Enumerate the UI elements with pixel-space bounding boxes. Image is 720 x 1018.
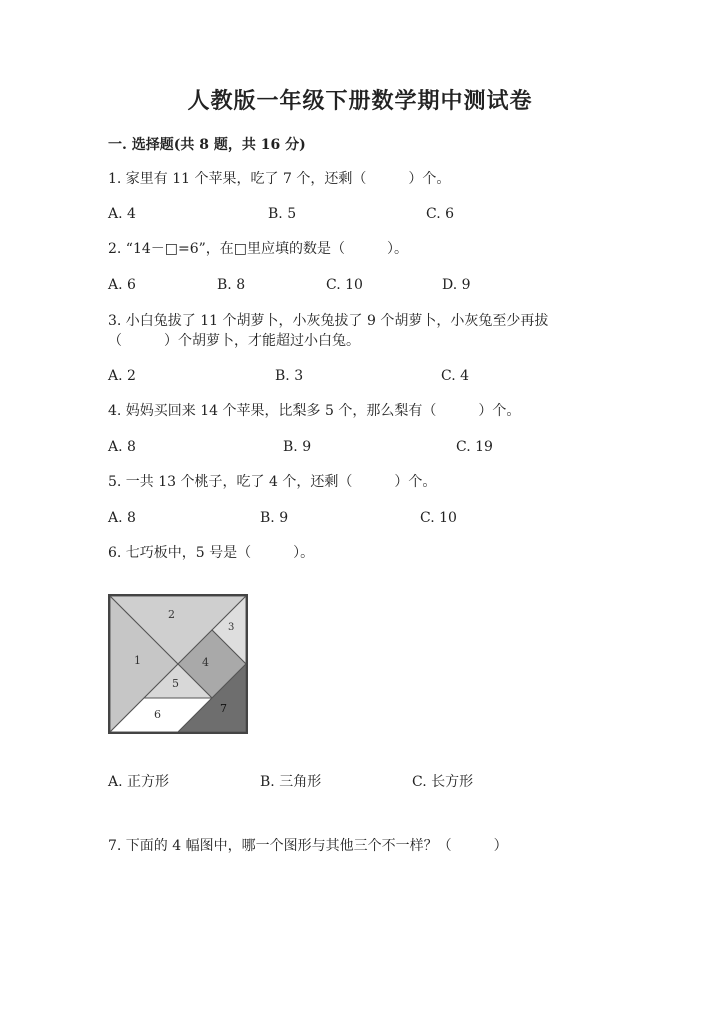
q1-option-a: A. 4 xyxy=(108,206,136,222)
tangram-label-2: 2 xyxy=(168,608,175,621)
q3-option-b: B. 3 xyxy=(275,368,304,384)
tangram-figure xyxy=(108,594,248,734)
q5-option-c: C. 10 xyxy=(420,510,457,526)
q6-option-b: B. 三角形 xyxy=(260,774,322,790)
q5-option-a: A. 8 xyxy=(108,510,136,526)
tangram-label-1: 1 xyxy=(134,654,141,667)
question-5: 5. 一共 13 个桃子，吃了 4 个，还剩（ ）个。 xyxy=(108,474,437,490)
q6-option-c: C. 长方形 xyxy=(412,774,474,790)
q2-option-b: B. 8 xyxy=(217,277,246,293)
q3-option-c: C. 4 xyxy=(441,368,470,384)
q5-option-b: B. 9 xyxy=(260,510,289,526)
tangram-svg xyxy=(108,594,248,734)
tangram-label-6: 6 xyxy=(154,708,161,721)
q4-option-a: A. 8 xyxy=(108,439,136,455)
tangram-label-7: 7 xyxy=(220,702,227,715)
tangram-label-3: 3 xyxy=(228,622,235,633)
question-3-line-1: 3. 小白兔拔了 11 个胡萝卜，小灰兔拔了 9 个胡萝卜，小灰兔至少再拔 xyxy=(108,313,549,329)
q2-option-d: D. 9 xyxy=(442,277,471,293)
q4-option-c: C. 19 xyxy=(456,439,493,455)
question-1: 1. 家里有 11 个苹果，吃了 7 个，还剩（ ）个。 xyxy=(108,171,451,187)
tangram-label-5: 5 xyxy=(172,677,179,690)
q2-option-a: A. 6 xyxy=(108,277,136,293)
question-3-line-2: （ ）个胡萝卜，才能超过小白兔。 xyxy=(108,333,360,349)
q4-option-b: B. 9 xyxy=(283,439,312,455)
question-6: 6. 七巧板中，5 号是（ ）。 xyxy=(108,545,315,561)
page-title: 人教版一年级下册数学期中测试卷 xyxy=(187,88,533,114)
section-heading: 一. 选择题(共 8 题，共 16 分) xyxy=(108,137,306,153)
question-2: 2. “14－□=6”，在□里应填的数是（ ）。 xyxy=(108,241,409,257)
question-4: 4. 妈妈买回来 14 个苹果，比梨多 5 个，那么梨有（ ）个。 xyxy=(108,403,521,419)
question-7: 7. 下面的 4 幅图中，哪一个图形与其他三个不一样？（ ） xyxy=(108,838,508,854)
q1-option-b: B. 5 xyxy=(268,206,297,222)
tangram-label-4: 4 xyxy=(202,656,209,669)
q2-option-c: C. 10 xyxy=(326,277,363,293)
q6-option-a: A. 正方形 xyxy=(108,774,170,790)
q3-option-a: A. 2 xyxy=(108,368,136,384)
q1-option-c: C. 6 xyxy=(426,206,455,222)
